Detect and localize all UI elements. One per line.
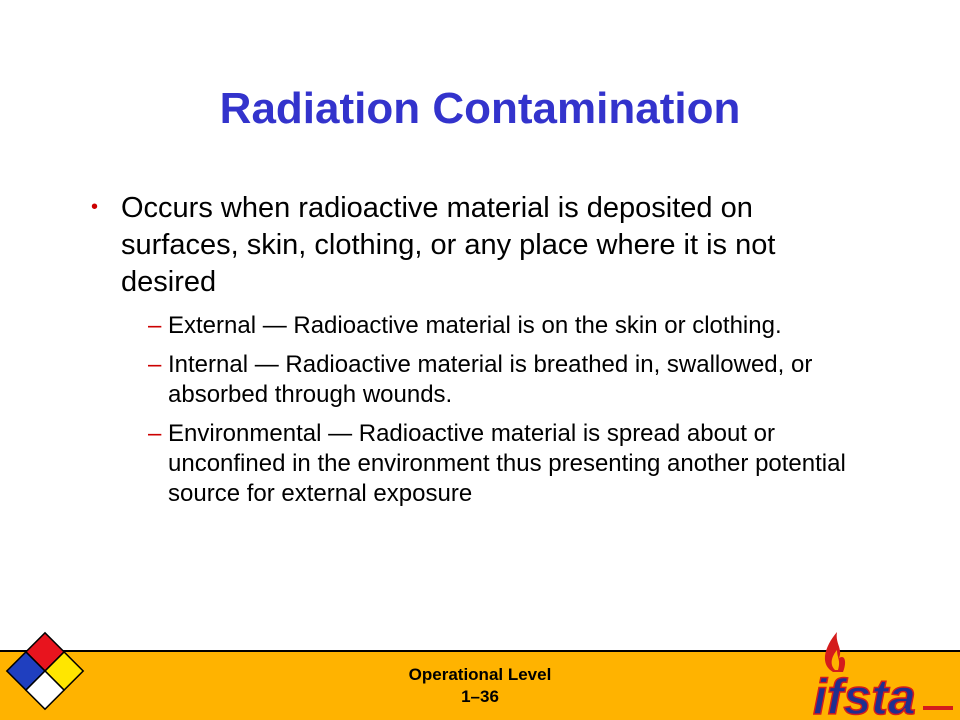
footer-level: Operational Level (408, 665, 552, 684)
bullet-dot-icon: • (91, 196, 99, 218)
hazard-diamond-icon (4, 630, 86, 712)
sub-bullet-environmental (148, 419, 878, 509)
slide-title: Radiation Contamination (219, 84, 741, 133)
sub-bullet-text: Environmental — Radioactive material is spread about or unconfined in the environment thus presenting another potential source for external exposure (168, 420, 846, 507)
sub-bullet-external (148, 311, 878, 341)
bullet-list (88, 190, 878, 518)
sub-bullet-internal (148, 350, 878, 410)
sub-bullet-text: Internal — Radioactive material is breathed in, swallowed, or absorbed through wounds. (168, 351, 813, 408)
dash-icon: – (148, 351, 162, 378)
main-bullet-text: Occurs when radioactive material is deposited on surfaces, skin, clothing, or any place where it is not desired (121, 192, 776, 298)
sub-bullet-list (88, 311, 878, 509)
ifsta-logo-icon (805, 628, 955, 720)
logo-text: ifsta (813, 669, 916, 720)
main-bullet (88, 190, 878, 301)
dash-icon: – (148, 420, 162, 447)
sub-bullet-text: External — Radioactive material is on the skin or clothing. (168, 312, 782, 339)
footer-page-number: 1–36 (461, 687, 499, 706)
dash-icon: – (148, 312, 162, 339)
